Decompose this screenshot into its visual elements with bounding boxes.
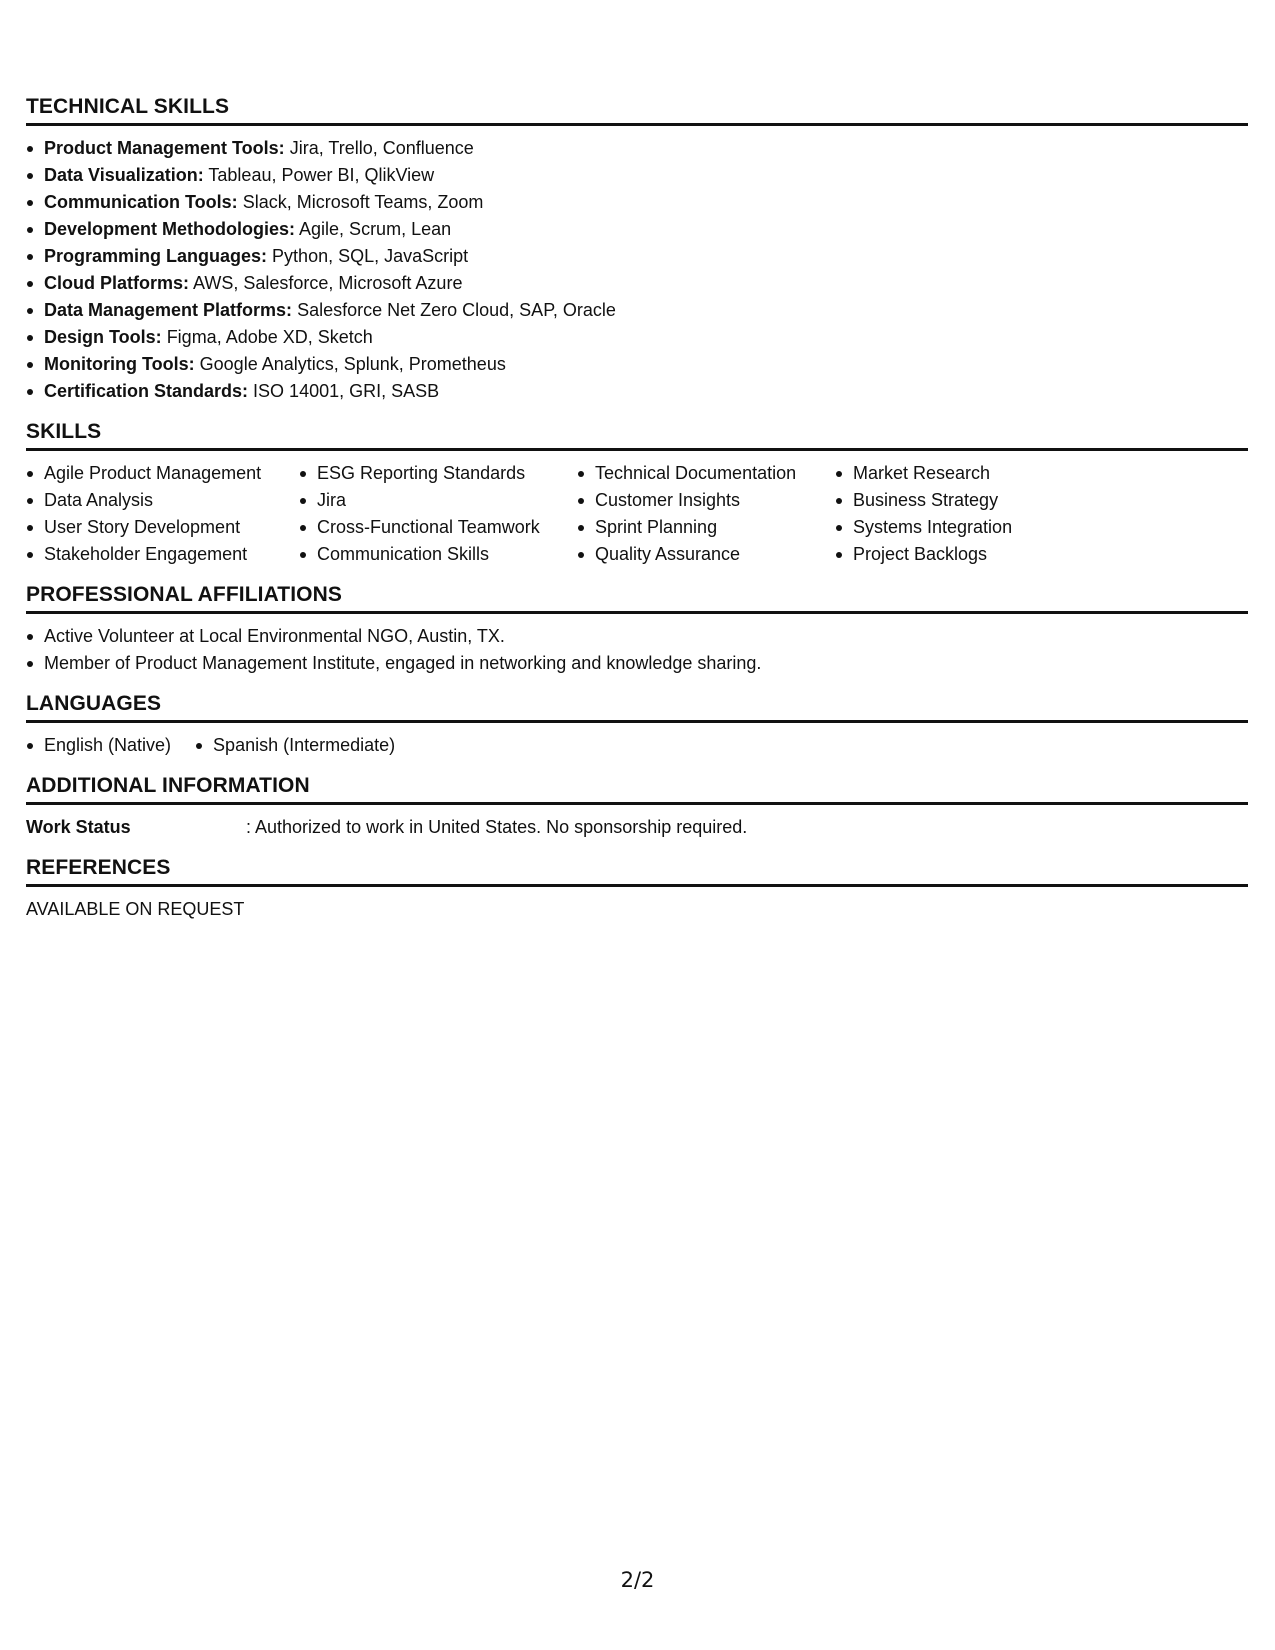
references-section [26, 855, 1248, 923]
languages-section [26, 691, 1248, 759]
skill-item: Quality Assurance [577, 541, 835, 568]
skill-item: ESG Reporting Standards [299, 460, 577, 487]
section-title-affiliations: PROFESSIONAL AFFILIATIONS [26, 582, 1248, 614]
technical-skill-value: Salesforce Net Zero Cloud, SAP, Oracle [297, 300, 616, 320]
skill-item: Agile Product Management [26, 460, 299, 487]
skills-column [835, 460, 1055, 568]
affiliation-item: Active Volunteer at Local Environmental NGO, Austin, TX. [26, 623, 1248, 650]
skill-item: Stakeholder Engagement [26, 541, 299, 568]
technical-skill-item [26, 216, 1248, 243]
technical-skill-label: Programming Languages: [44, 246, 268, 266]
technical-skills-list [26, 135, 1248, 405]
skill-item: Technical Documentation [577, 460, 835, 487]
technical-skill-label: Monitoring Tools: [44, 354, 195, 374]
technical-skill-label: Data Visualization: [44, 165, 204, 185]
skill-item: Cross-Functional Teamwork [299, 514, 577, 541]
skill-item: Business Strategy [835, 487, 1055, 514]
technical-skill-item [26, 324, 1248, 351]
technical-skill-item [26, 243, 1248, 270]
section-title-skills: SKILLS [26, 419, 1248, 451]
technical-skill-label: Development Methodologies: [44, 219, 296, 239]
skill-item: Sprint Planning [577, 514, 835, 541]
skill-item: Jira [299, 487, 577, 514]
skill-item: User Story Development [26, 514, 299, 541]
technical-skill-label: Design Tools: [44, 327, 162, 347]
language-item: English (Native) [26, 732, 171, 759]
technical-skill-value: Figma, Adobe XD, Sketch [166, 327, 373, 347]
additional-info-section [26, 773, 1248, 841]
resume-page [26, 94, 1248, 937]
technical-skill-label: Data Management Platforms: [44, 300, 293, 320]
technical-skill-item [26, 378, 1248, 405]
technical-skill-value: Python, SQL, JavaScript [272, 246, 469, 266]
skills-section [26, 419, 1248, 568]
technical-skill-label: Product Management Tools: [44, 138, 285, 158]
affiliations-section [26, 582, 1248, 677]
skill-item: Market Research [835, 460, 1055, 487]
technical-skill-label: Communication Tools: [44, 192, 238, 212]
technical-skill-value: Google Analytics, Splunk, Prometheus [199, 354, 506, 374]
work-status-row [26, 814, 1248, 841]
technical-skill-value: Jira, Trello, Confluence [289, 138, 474, 158]
section-title-references: REFERENCES [26, 855, 1248, 887]
technical-skill-item [26, 189, 1248, 216]
references-text: AVAILABLE ON REQUEST [26, 899, 245, 919]
skill-item: Data Analysis [26, 487, 299, 514]
affiliations-list [26, 623, 1248, 677]
technical-skill-value: ISO 14001, GRI, SASB [253, 381, 440, 401]
skill-item: Project Backlogs [835, 541, 1055, 568]
technical-skill-item [26, 162, 1248, 189]
language-item: Spanish (Intermediate) [195, 732, 395, 759]
section-title-languages: LANGUAGES [26, 691, 1248, 723]
skill-item: Systems Integration [835, 514, 1055, 541]
page-number: 2/2 [620, 1568, 655, 1592]
technical-skill-value: Slack, Microsoft Teams, Zoom [242, 192, 484, 212]
languages-list [26, 732, 1248, 759]
skills-column [299, 460, 577, 568]
technical-skill-item [26, 135, 1248, 162]
skills-grid [26, 460, 1248, 568]
skill-item: Communication Skills [299, 541, 577, 568]
skills-column [577, 460, 835, 568]
technical-skill-label: Certification Standards: [44, 381, 249, 401]
section-title-additional-info: ADDITIONAL INFORMATION [26, 773, 1248, 805]
skill-item: Customer Insights [577, 487, 835, 514]
technical-skill-label: Cloud Platforms: [44, 273, 190, 293]
affiliation-item: Member of Product Management Institute, engaged in networking and knowledge sharing. [26, 650, 1248, 677]
work-status-label: Work Status [26, 817, 131, 837]
technical-skill-item [26, 351, 1248, 378]
technical-skill-value: AWS, Salesforce, Microsoft Azure [193, 273, 463, 293]
work-status-value: : Authorized to work in United States. No sponsorship required. [246, 817, 748, 837]
technical-skill-item [26, 270, 1248, 297]
skills-column [26, 460, 299, 568]
technical-skill-item [26, 297, 1248, 324]
technical-skills-section [26, 94, 1248, 405]
technical-skill-value: Agile, Scrum, Lean [299, 219, 452, 239]
technical-skill-value: Tableau, Power BI, QlikView [208, 165, 435, 185]
section-title-technical-skills: TECHNICAL SKILLS [26, 94, 1248, 126]
